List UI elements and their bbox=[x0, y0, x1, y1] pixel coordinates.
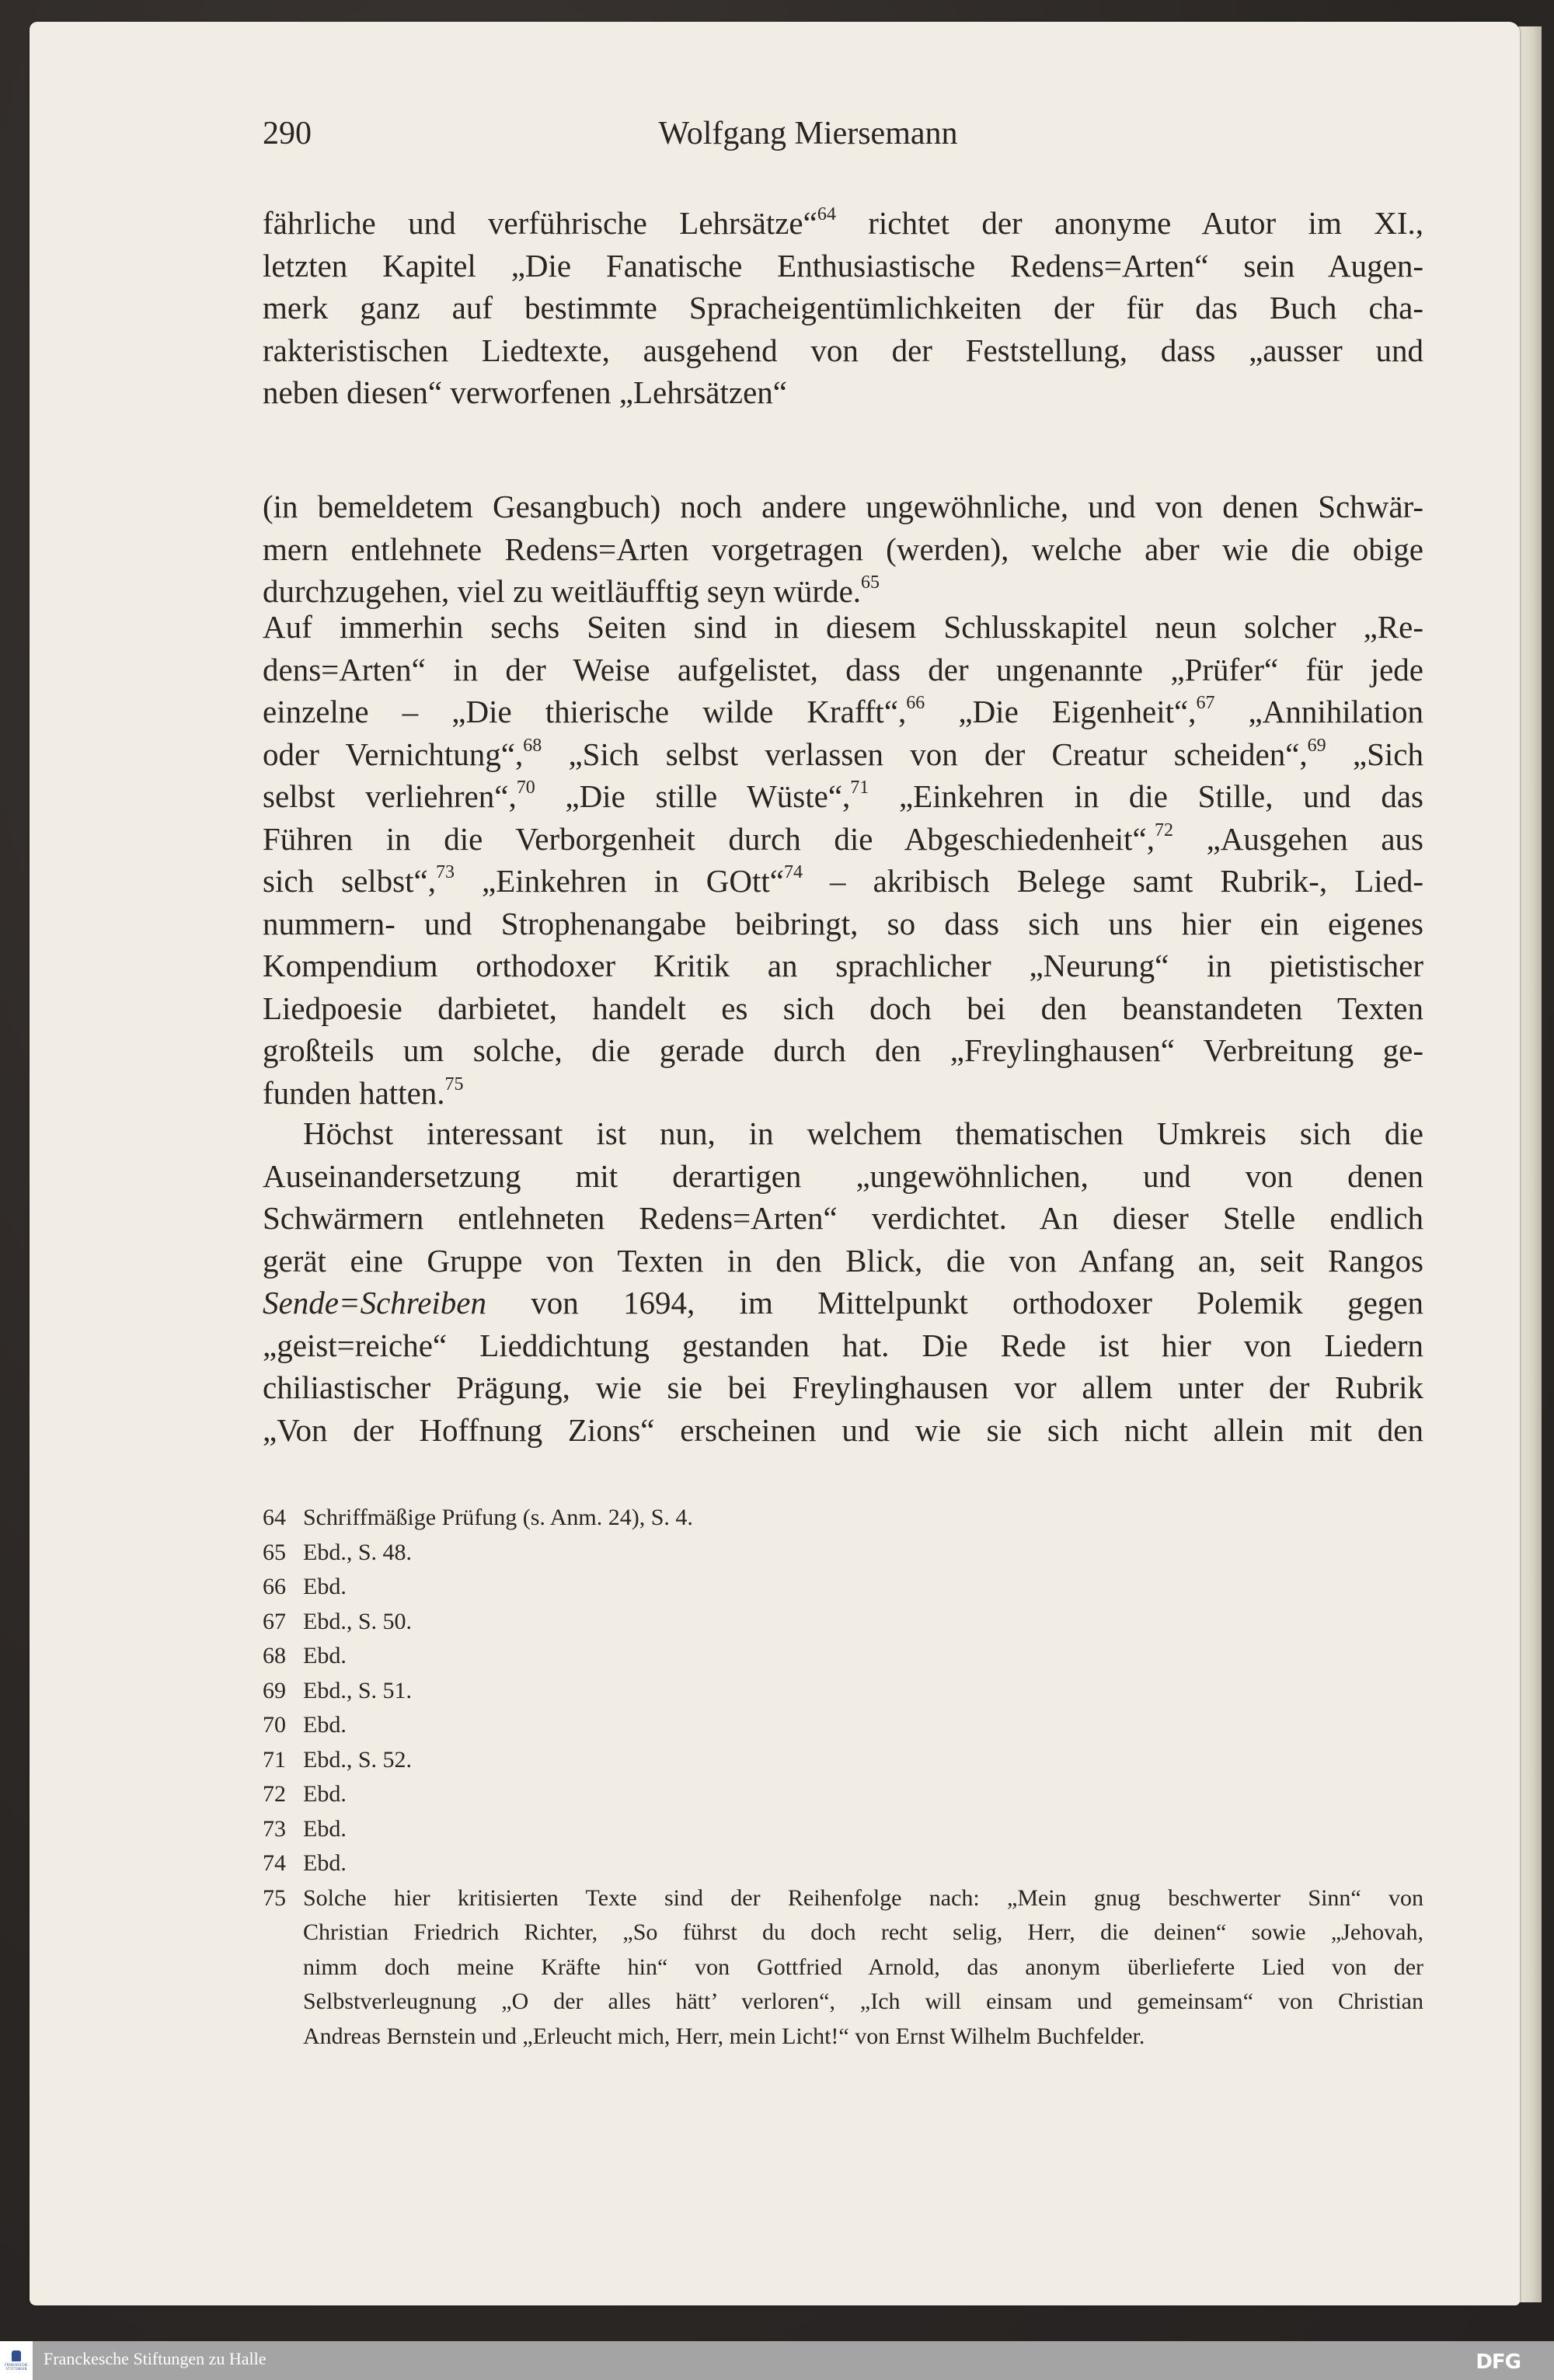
footnote-number: 73 bbox=[263, 1815, 286, 1842]
footnote-text: Ebd., S. 48. bbox=[303, 1539, 413, 1565]
text-run: – akribisch Belege samt Rubrik-, Lied- bbox=[802, 863, 1423, 899]
footnote-number: 67 bbox=[263, 1608, 286, 1634]
footnote-line: Andreas Bernstein und „Erleucht mich, Herr, mein Licht!“ von Ernst Wilhelm Buchfelder. bbox=[303, 2023, 1145, 2049]
footnote-ref-64[interactable]: 64 bbox=[817, 204, 836, 224]
footnote-ref-73[interactable]: 73 bbox=[435, 862, 455, 882]
body-line: chiliastischer Prägung, wie sie bei Freylinghausen vor allem unter der Rubrik bbox=[263, 1369, 1423, 1405]
body-line: neben diesen“ verworfenen „Lehrsätzen“ bbox=[263, 374, 787, 410]
franckesche-logo-icon[interactable] bbox=[0, 2341, 33, 2380]
page-edge bbox=[1518, 26, 1542, 2302]
body-line: gerät eine Gruppe von Texten in den Blick, die von Anfang an, seit Rangos bbox=[263, 1242, 1423, 1279]
footnote-64 bbox=[263, 1501, 1423, 1536]
body-line: Schwärmern entlehneten Redens=Arten“ verdichtet. An dieser Stelle endlich bbox=[263, 1200, 1423, 1236]
footnote-number: 64 bbox=[263, 1505, 286, 1530]
text-run: durchzugehen, viel zu weitläufftig seyn würde. bbox=[263, 573, 862, 609]
body-line: letzten Kapitel „Die Fanatische Enthusiastische Redens=Arten“ sein Augen- bbox=[263, 247, 1423, 284]
logo-text bbox=[5, 2363, 28, 2371]
footnote-text: Ebd. bbox=[303, 1712, 347, 1738]
footnote-ref-74[interactable]: 74 bbox=[783, 862, 803, 882]
footnote-71 bbox=[263, 1743, 1423, 1778]
footnote-number: 68 bbox=[263, 1643, 286, 1668]
footnote-text: Ebd. bbox=[303, 1574, 347, 1599]
text-run: „Ausgehen aus bbox=[1172, 820, 1423, 857]
body-paragraph-1 bbox=[263, 202, 1423, 414]
footnote-69 bbox=[263, 1674, 1423, 1709]
footnote-line: Solche hier kritisierten Texte sind der Reihenfolge nach: „Mein gnug beschwerter Sinn“ von bbox=[303, 1884, 1423, 1911]
body-line: großteils um solche, die gerade durch den „Freylinghausen“ Verbreitung ge- bbox=[263, 1032, 1423, 1068]
body-line bbox=[263, 860, 1423, 903]
logo-text-line: FRANCKESCHE bbox=[5, 2363, 28, 2367]
text-run: sich selbst“, bbox=[263, 863, 436, 899]
body-paragraph-2 bbox=[263, 606, 1423, 1114]
footnote-text: Schriffmäßige Prüfung (s. Anm. 24), S. 4. bbox=[303, 1505, 693, 1530]
footnote-text: Ebd. bbox=[303, 1643, 347, 1668]
dfg-logo[interactable]: DFG bbox=[1476, 2350, 1521, 2374]
footnote-line: Selbstverleugnung „O der alles hätt’ verloren“, „Ich will einsam und gemeinsam“ von Christian bbox=[303, 1989, 1423, 2014]
body-line bbox=[263, 1282, 1423, 1324]
footnote-number: 70 bbox=[263, 1712, 286, 1738]
footnote-67 bbox=[263, 1605, 1423, 1640]
body-line bbox=[263, 775, 1423, 818]
footnote-68 bbox=[263, 1639, 1423, 1674]
quote-line: mern entlehnete Redens=Arten vorgetragen (werden), welche aber wie die obige bbox=[263, 531, 1423, 567]
body-line: Liedpoesie darbietet, handelt es sich doch bei den beanstandeten Texten bbox=[263, 990, 1423, 1026]
footnote-ref-71[interactable]: 71 bbox=[850, 778, 869, 798]
logo-text-line: STIFTUNGEN bbox=[5, 2367, 27, 2371]
footnote-number: 74 bbox=[263, 1850, 286, 1876]
footnote-text bbox=[303, 1881, 1423, 2055]
text-run: „Annihilation bbox=[1214, 694, 1423, 729]
footnote-number: 69 bbox=[263, 1677, 286, 1703]
footnote-ref-66[interactable]: 66 bbox=[906, 693, 925, 713]
footnote-66 bbox=[263, 1570, 1423, 1605]
footnote-number: 71 bbox=[263, 1746, 286, 1773]
quote-line: (in bemeldetem Gesangbuch) noch andere ungewöhnliche, und von denen Schwär- bbox=[263, 489, 1423, 524]
text-run: „Die Eigenheit“, bbox=[925, 694, 1197, 729]
footnote-73 bbox=[263, 1812, 1423, 1847]
institution-name[interactable]: Franckesche Stiftungen zu Halle bbox=[44, 2349, 267, 2368]
body-line: Kompendium orthodoxer Kritik an sprachlicher „Neurung“ in pietistischer bbox=[263, 948, 1423, 983]
text-run: „Sich selbst verlassen von der Creatur scheiden“, bbox=[542, 736, 1308, 772]
body-line bbox=[263, 818, 1423, 861]
footnote-ref-75[interactable]: 75 bbox=[444, 1073, 464, 1094]
running-header-author: Wolfgang Miersemann bbox=[658, 116, 958, 151]
footnotes bbox=[263, 1501, 1423, 2054]
body-line: nummern- und Strophenangabe beibringt, so dass sich uns hier ein eigenes bbox=[263, 905, 1423, 941]
text-run: „Einkehren in die Stille, und das bbox=[869, 778, 1423, 814]
footnote-number: 75 bbox=[263, 1884, 286, 1911]
body-line: dens=Arten“ in der Weise aufgelistet, dass der ungenannte „Prüfer“ für jede bbox=[263, 651, 1423, 687]
body-line bbox=[263, 202, 1423, 245]
footnote-70 bbox=[263, 1708, 1423, 1743]
footnote-text: Ebd. bbox=[303, 1850, 347, 1876]
italic-title: Sende=Schreiben bbox=[263, 1285, 486, 1320]
body-line: Auf immerhin sechs Seiten sind in diesem Schlusskapitel neun solcher „Re- bbox=[263, 609, 1423, 645]
text-run: selbst verliehren“, bbox=[263, 778, 517, 814]
text-run: funden hatten. bbox=[263, 1074, 445, 1111]
text-run: „Einkehren in GOtt“ bbox=[454, 863, 784, 899]
text-run: von 1694, im Mittelpunkt orthodoxer Polemik gegen bbox=[486, 1285, 1423, 1320]
footnote-72 bbox=[263, 1777, 1423, 1812]
footnote-65 bbox=[263, 1536, 1423, 1571]
footnote-text: Ebd. bbox=[303, 1815, 347, 1842]
footnote-number: 72 bbox=[263, 1781, 286, 1807]
body-line bbox=[263, 1072, 1423, 1115]
footnote-line: nimm doch meine Kräfte hin“ von Gottfried Arnold, das anonym überlieferte Lied von der bbox=[303, 1954, 1423, 1980]
footnote-ref-68[interactable]: 68 bbox=[523, 735, 542, 756]
body-line bbox=[263, 733, 1423, 776]
body-line: Auseinandersetzung mit derartigen „ungewöhnlichen, und von denen bbox=[263, 1157, 1423, 1194]
footnote-ref-67[interactable]: 67 bbox=[1196, 693, 1215, 713]
footnote-text: Ebd. bbox=[303, 1781, 347, 1807]
footnote-number: 66 bbox=[263, 1574, 286, 1599]
block-quote bbox=[263, 485, 1423, 613]
body-line: „geist=reiche“ Lieddichtung gestanden hat. Die Rede ist hier von Liedern bbox=[263, 1327, 1423, 1363]
text-run: „Die stille Wüste“, bbox=[535, 778, 851, 814]
statue-icon bbox=[12, 2350, 21, 2361]
footnote-text: Ebd., S. 50. bbox=[303, 1608, 413, 1634]
body-line bbox=[263, 691, 1423, 733]
footnote-ref-70[interactable]: 70 bbox=[516, 778, 535, 798]
footnote-ref-69[interactable]: 69 bbox=[1307, 735, 1326, 756]
body-line: merk ganz auf bestimmte Spracheigentümlichkeiten der für das Buch cha- bbox=[263, 290, 1423, 325]
text-run: oder Vernichtung“, bbox=[263, 736, 524, 772]
text-run: fährliche und verführische Lehrsätze“ bbox=[263, 205, 817, 241]
page-number: 290 bbox=[263, 116, 312, 151]
text-run: einzelne – „Die thierische wilde Krafft“, bbox=[263, 694, 907, 729]
footnote-74 bbox=[263, 1846, 1423, 1881]
footnote-75 bbox=[263, 1881, 1423, 2055]
text-run: Führen in die Verborgenheit durch die Abgeschiedenheit“, bbox=[263, 820, 1155, 857]
viewer-footer-bar bbox=[0, 2341, 1554, 2380]
body-line: rakteristischen Liedtexte, ausgehend von der Feststellung, dass „ausser und bbox=[263, 332, 1423, 368]
body-line: „Von der Hoffnung Zions“ erscheinen und wie sie sich nicht allein mit den bbox=[263, 1411, 1423, 1448]
footnote-ref-72[interactable]: 72 bbox=[1154, 819, 1173, 840]
footnote-text: Ebd., S. 51. bbox=[303, 1677, 413, 1703]
text-run: „Sich bbox=[1326, 736, 1423, 772]
body-paragraph-3 bbox=[263, 1112, 1423, 1451]
text-run: richtet der anonyme Autor im XI., bbox=[835, 205, 1423, 241]
footnote-text: Ebd., S. 52. bbox=[303, 1746, 413, 1773]
body-line: Höchst interessant ist nun, in welchem thematischen Umkreis sich die bbox=[303, 1115, 1423, 1151]
footnote-ref-65[interactable]: 65 bbox=[861, 572, 880, 593]
footnote-number: 65 bbox=[263, 1539, 286, 1565]
footnote-line: Christian Friedrich Richter, „So führst du doch recht selig, Herr, die deinen“ sowie „Jehovah, bbox=[303, 1919, 1423, 1945]
